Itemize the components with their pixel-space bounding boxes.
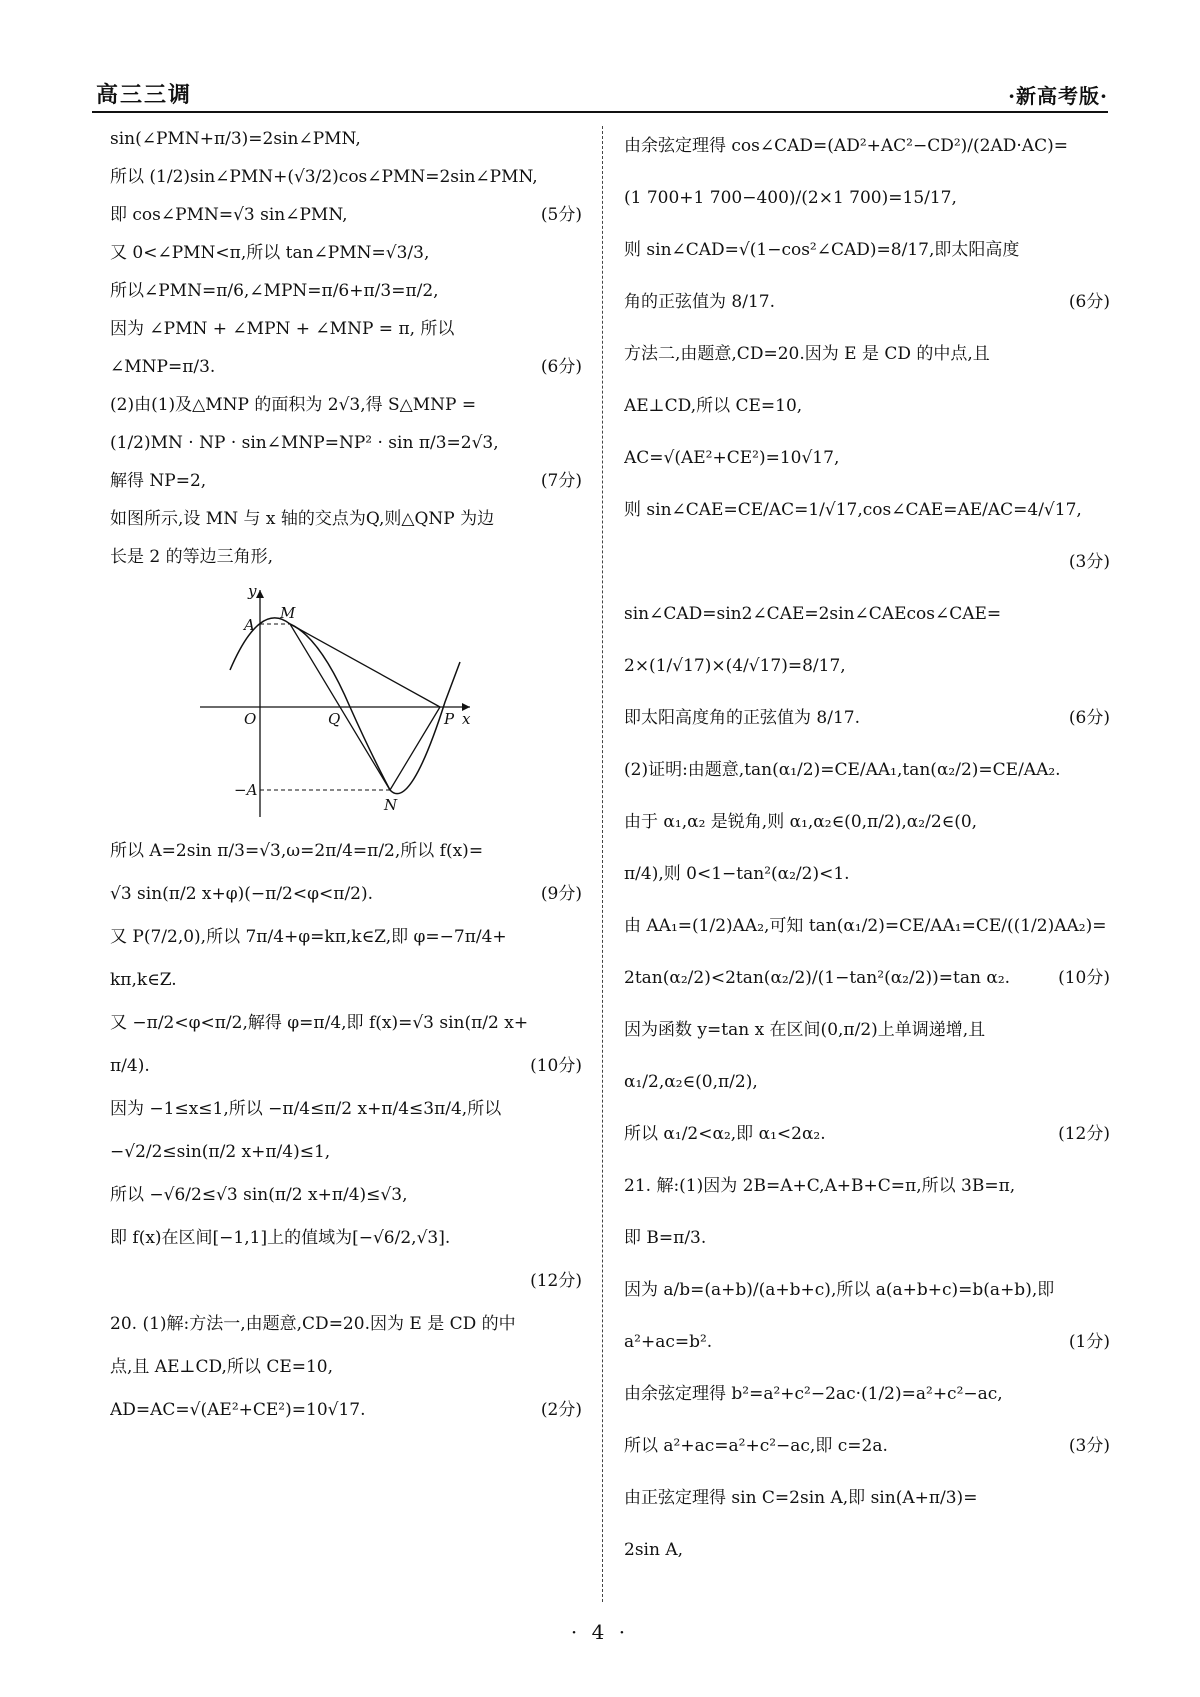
line-text: 因为 ∠PMN + ∠MPN + ∠MNP = π, 所以 bbox=[110, 318, 455, 339]
line-text: 方法二,由题意,CD=20.因为 E 是 CD 的中点,且 bbox=[624, 343, 990, 364]
text-line bbox=[110, 873, 582, 916]
line-text: 点,且 AE⊥CD,所以 CE=10, bbox=[110, 1357, 334, 1378]
text-line bbox=[624, 328, 1110, 380]
text-line bbox=[110, 120, 582, 158]
text-line bbox=[110, 1260, 582, 1303]
text-line bbox=[624, 796, 1110, 848]
graph-label-M: M bbox=[280, 604, 296, 622]
header-edition: ·新高考版· bbox=[1008, 84, 1108, 108]
line-text: √3 sin(π/2 x+φ)(−π/2<φ<π/2). bbox=[110, 884, 374, 905]
line-text: 由余弦定理得 b²=a²+c²−2ac·(1/2)=a²+c²−ac, bbox=[624, 1383, 1003, 1404]
graph-label-y: y bbox=[248, 582, 257, 600]
line-text: 2×(1/√17)×(4/√17)=8/17, bbox=[624, 655, 846, 676]
graph-label-A: A bbox=[244, 616, 255, 634]
text-line bbox=[624, 588, 1110, 640]
text-line bbox=[624, 1212, 1110, 1264]
score-mark: (6分) bbox=[1068, 707, 1110, 728]
text-line bbox=[624, 848, 1110, 900]
text-line bbox=[110, 830, 582, 873]
line-text: 由于 α₁,α₂ 是锐角,则 α₁,α₂∈(0,π/2),α₂/2∈(0, bbox=[624, 811, 978, 832]
text-line bbox=[624, 1368, 1110, 1420]
line-text: 由正弦定理得 sin C=2sin A,即 sin(A+π/3)= bbox=[624, 1487, 978, 1508]
line-text: 所以 (1/2)sin∠PMN+(√3/2)cos∠PMN=2sin∠PMN, bbox=[110, 166, 538, 187]
graph-label-P: P bbox=[444, 710, 455, 728]
text-line bbox=[110, 538, 582, 576]
line-text: 由 AA₁=(1/2)AA₂,可知 tan(α₁/2)=CE/AA₁=CE/((1/2)AA₂)= bbox=[624, 915, 1107, 936]
text-line bbox=[110, 234, 582, 272]
graph-label-Q: Q bbox=[328, 710, 341, 728]
text-line bbox=[110, 196, 582, 234]
header-title: 高三三调 bbox=[96, 82, 193, 108]
line-text: 又 −π/2<φ<π/2,解得 φ=π/4,即 f(x)=√3 sin(π/2 x+ bbox=[110, 1013, 529, 1034]
line-text: 即 f(x)在区间[−1,1]上的值域为[−√6/2,√3]. bbox=[110, 1228, 451, 1249]
text-line bbox=[110, 959, 582, 1002]
score-mark: (5分) bbox=[540, 204, 582, 225]
line-text: 2tan(α₂/2)<2tan(α₂/2)/(1−tan²(α₂/2))=tan α₂. bbox=[624, 967, 1011, 988]
score-mark: (6分) bbox=[1068, 291, 1110, 312]
line-text: 又 0<∠PMN<π,所以 tan∠PMN=√3/3, bbox=[110, 242, 430, 263]
score-mark: (6分) bbox=[540, 356, 582, 377]
text-line bbox=[110, 158, 582, 196]
line-text: π/4),则 0<1−tan²(α₂/2)<1. bbox=[624, 863, 850, 884]
text-line bbox=[624, 432, 1110, 484]
line-text: (2)证明:由题意,tan(α₁/2)=CE/AA₁,tan(α₂/2)=CE/AA₂. bbox=[624, 759, 1061, 780]
text-line bbox=[624, 1316, 1110, 1368]
line-text: (1 700+1 700−400)/(2×1 700)=15/17, bbox=[624, 187, 957, 208]
line-text: 2sin A, bbox=[624, 1539, 684, 1560]
score-mark: (3分) bbox=[1068, 551, 1110, 572]
text-line bbox=[110, 1217, 582, 1260]
text-line bbox=[624, 1420, 1110, 1472]
line-text: AD=AC=√(AE²+CE²)=10√17. bbox=[110, 1400, 366, 1421]
left-column bbox=[110, 120, 582, 1432]
line-text: 解得 NP=2, bbox=[110, 470, 207, 491]
line-text: 长是 2 的等边三角形, bbox=[110, 546, 274, 567]
score-mark: (10分) bbox=[530, 1056, 582, 1077]
sine-graph-figure bbox=[170, 582, 480, 822]
line-text: (2)由(1)及△MNP 的面积为 2√3,得 S△MNP = bbox=[110, 394, 477, 415]
line-text: 由余弦定理得 cos∠CAD=(AD²+AC²−CD²)/(2AD·AC)= bbox=[624, 135, 1068, 156]
graph-label-x: x bbox=[462, 710, 471, 728]
line-text: 角的正弦值为 8/17. bbox=[624, 291, 775, 312]
line-text: 20. (1)解:方法一,由题意,CD=20.因为 E 是 CD 的中 bbox=[110, 1314, 516, 1335]
line-text: 即 cos∠PMN=√3 sin∠PMN, bbox=[110, 204, 348, 225]
score-mark: (12分) bbox=[530, 1271, 582, 1292]
text-line bbox=[624, 1004, 1110, 1056]
graph-label-N: N bbox=[384, 796, 398, 814]
line-text: 即太阳高度角的正弦值为 8/17. bbox=[624, 707, 860, 728]
score-mark: (7分) bbox=[540, 470, 582, 491]
line-text: 所以 α₁/2<α₂,即 α₁<2α₂. bbox=[624, 1123, 826, 1144]
line-text: 所以∠PMN=π/6,∠MPN=π/6+π/3=π/2, bbox=[110, 280, 439, 301]
text-line bbox=[624, 536, 1110, 588]
text-line bbox=[624, 1472, 1110, 1524]
line-text: 因为函数 y=tan x 在区间(0,π/2)上单调递增,且 bbox=[624, 1019, 986, 1040]
line-text: π/4). bbox=[110, 1056, 150, 1077]
text-line bbox=[624, 1264, 1110, 1316]
graph-label-negA: −A bbox=[234, 781, 258, 799]
line-text: sin∠CAD=sin2∠CAE=2sin∠CAEcos∠CAE= bbox=[624, 603, 1002, 624]
text-line bbox=[624, 276, 1110, 328]
line-text: 所以 A=2sin π/3=√3,ω=2π/4=π/2,所以 f(x)= bbox=[110, 841, 484, 862]
line-text: 21. 解:(1)因为 2B=A+C,A+B+C=π,所以 3B=π, bbox=[624, 1175, 1016, 1196]
text-line bbox=[110, 462, 582, 500]
line-text: 所以 −√6/2≤√3 sin(π/2 x+π/4)≤√3, bbox=[110, 1185, 408, 1206]
text-line bbox=[110, 424, 582, 462]
text-line bbox=[110, 1174, 582, 1217]
line-text: a²+ac=b². bbox=[624, 1331, 713, 1352]
text-line bbox=[110, 1045, 582, 1088]
text-line bbox=[624, 952, 1110, 1004]
text-line bbox=[110, 1389, 582, 1432]
page-number: · 4 · bbox=[570, 1620, 630, 1644]
line-text: 因为 −1≤x≤1,所以 −π/4≤π/2 x+π/4≤3π/4,所以 bbox=[110, 1099, 502, 1120]
score-mark: (1分) bbox=[1068, 1331, 1110, 1352]
text-line bbox=[624, 1108, 1110, 1160]
text-line bbox=[624, 692, 1110, 744]
text-line bbox=[110, 272, 582, 310]
line-text: 又 P(7/2,0),所以 7π/4+φ=kπ,k∈Z,即 φ=−7π/4+ bbox=[110, 927, 507, 948]
column-divider bbox=[602, 126, 603, 1602]
score-mark: (3分) bbox=[1068, 1435, 1110, 1456]
line-text: α₁/2,α₂∈(0,π/2), bbox=[624, 1071, 758, 1092]
line-text: 所以 a²+ac=a²+c²−ac,即 c=2a. bbox=[624, 1435, 888, 1456]
text-line bbox=[624, 484, 1110, 536]
text-line bbox=[110, 916, 582, 959]
line-text: sin(∠PMN+π/3)=2sin∠PMN, bbox=[110, 128, 361, 149]
line-text: AE⊥CD,所以 CE=10, bbox=[624, 395, 803, 416]
score-mark: (9分) bbox=[540, 884, 582, 905]
text-line bbox=[624, 1524, 1110, 1576]
line-text: 如图所示,设 MN 与 x 轴的交点为Q,则△QNP 为边 bbox=[110, 508, 495, 529]
text-line bbox=[624, 1160, 1110, 1212]
score-mark: (10分) bbox=[1058, 967, 1110, 988]
text-line bbox=[624, 744, 1110, 796]
text-line bbox=[624, 120, 1110, 172]
text-line bbox=[624, 172, 1110, 224]
line-text: (1/2)MN · NP · sin∠MNP=NP² · sin π/3=2√3, bbox=[110, 432, 499, 453]
text-line bbox=[110, 1303, 582, 1346]
line-text: 则 sin∠CAE=CE/AC=1/√17,cos∠CAE=AE/AC=4/√17, bbox=[624, 499, 1082, 520]
text-line bbox=[110, 1131, 582, 1174]
text-line bbox=[624, 1056, 1110, 1108]
score-mark: (2分) bbox=[540, 1400, 582, 1421]
line-text: AC=√(AE²+CE²)=10√17, bbox=[624, 447, 840, 468]
line-text: 因为 a/b=(a+b)/(a+b+c),所以 a(a+b+c)=b(a+b),即 bbox=[624, 1279, 1055, 1300]
line-text: 则 sin∠CAD=√(1−cos²∠CAD)=8/17,即太阳高度 bbox=[624, 239, 1020, 260]
graph-label-O: O bbox=[244, 710, 257, 728]
text-line bbox=[110, 1002, 582, 1045]
line-text: kπ,k∈Z. bbox=[110, 970, 177, 991]
text-line bbox=[110, 500, 582, 538]
text-line bbox=[110, 386, 582, 424]
text-line bbox=[110, 310, 582, 348]
text-line bbox=[110, 1346, 582, 1389]
text-line bbox=[624, 224, 1110, 276]
line-text: ∠MNP=π/3. bbox=[110, 356, 216, 377]
text-line bbox=[624, 640, 1110, 692]
text-line bbox=[110, 1088, 582, 1131]
line-text: 即 B=π/3. bbox=[624, 1227, 707, 1248]
text-line bbox=[110, 348, 582, 386]
right-column bbox=[624, 120, 1110, 1576]
header-rule bbox=[92, 111, 1108, 113]
text-line bbox=[624, 900, 1110, 952]
score-mark: (12分) bbox=[1058, 1123, 1110, 1144]
line-text: −√2/2≤sin(π/2 x+π/4)≤1, bbox=[110, 1142, 331, 1163]
text-line bbox=[624, 380, 1110, 432]
